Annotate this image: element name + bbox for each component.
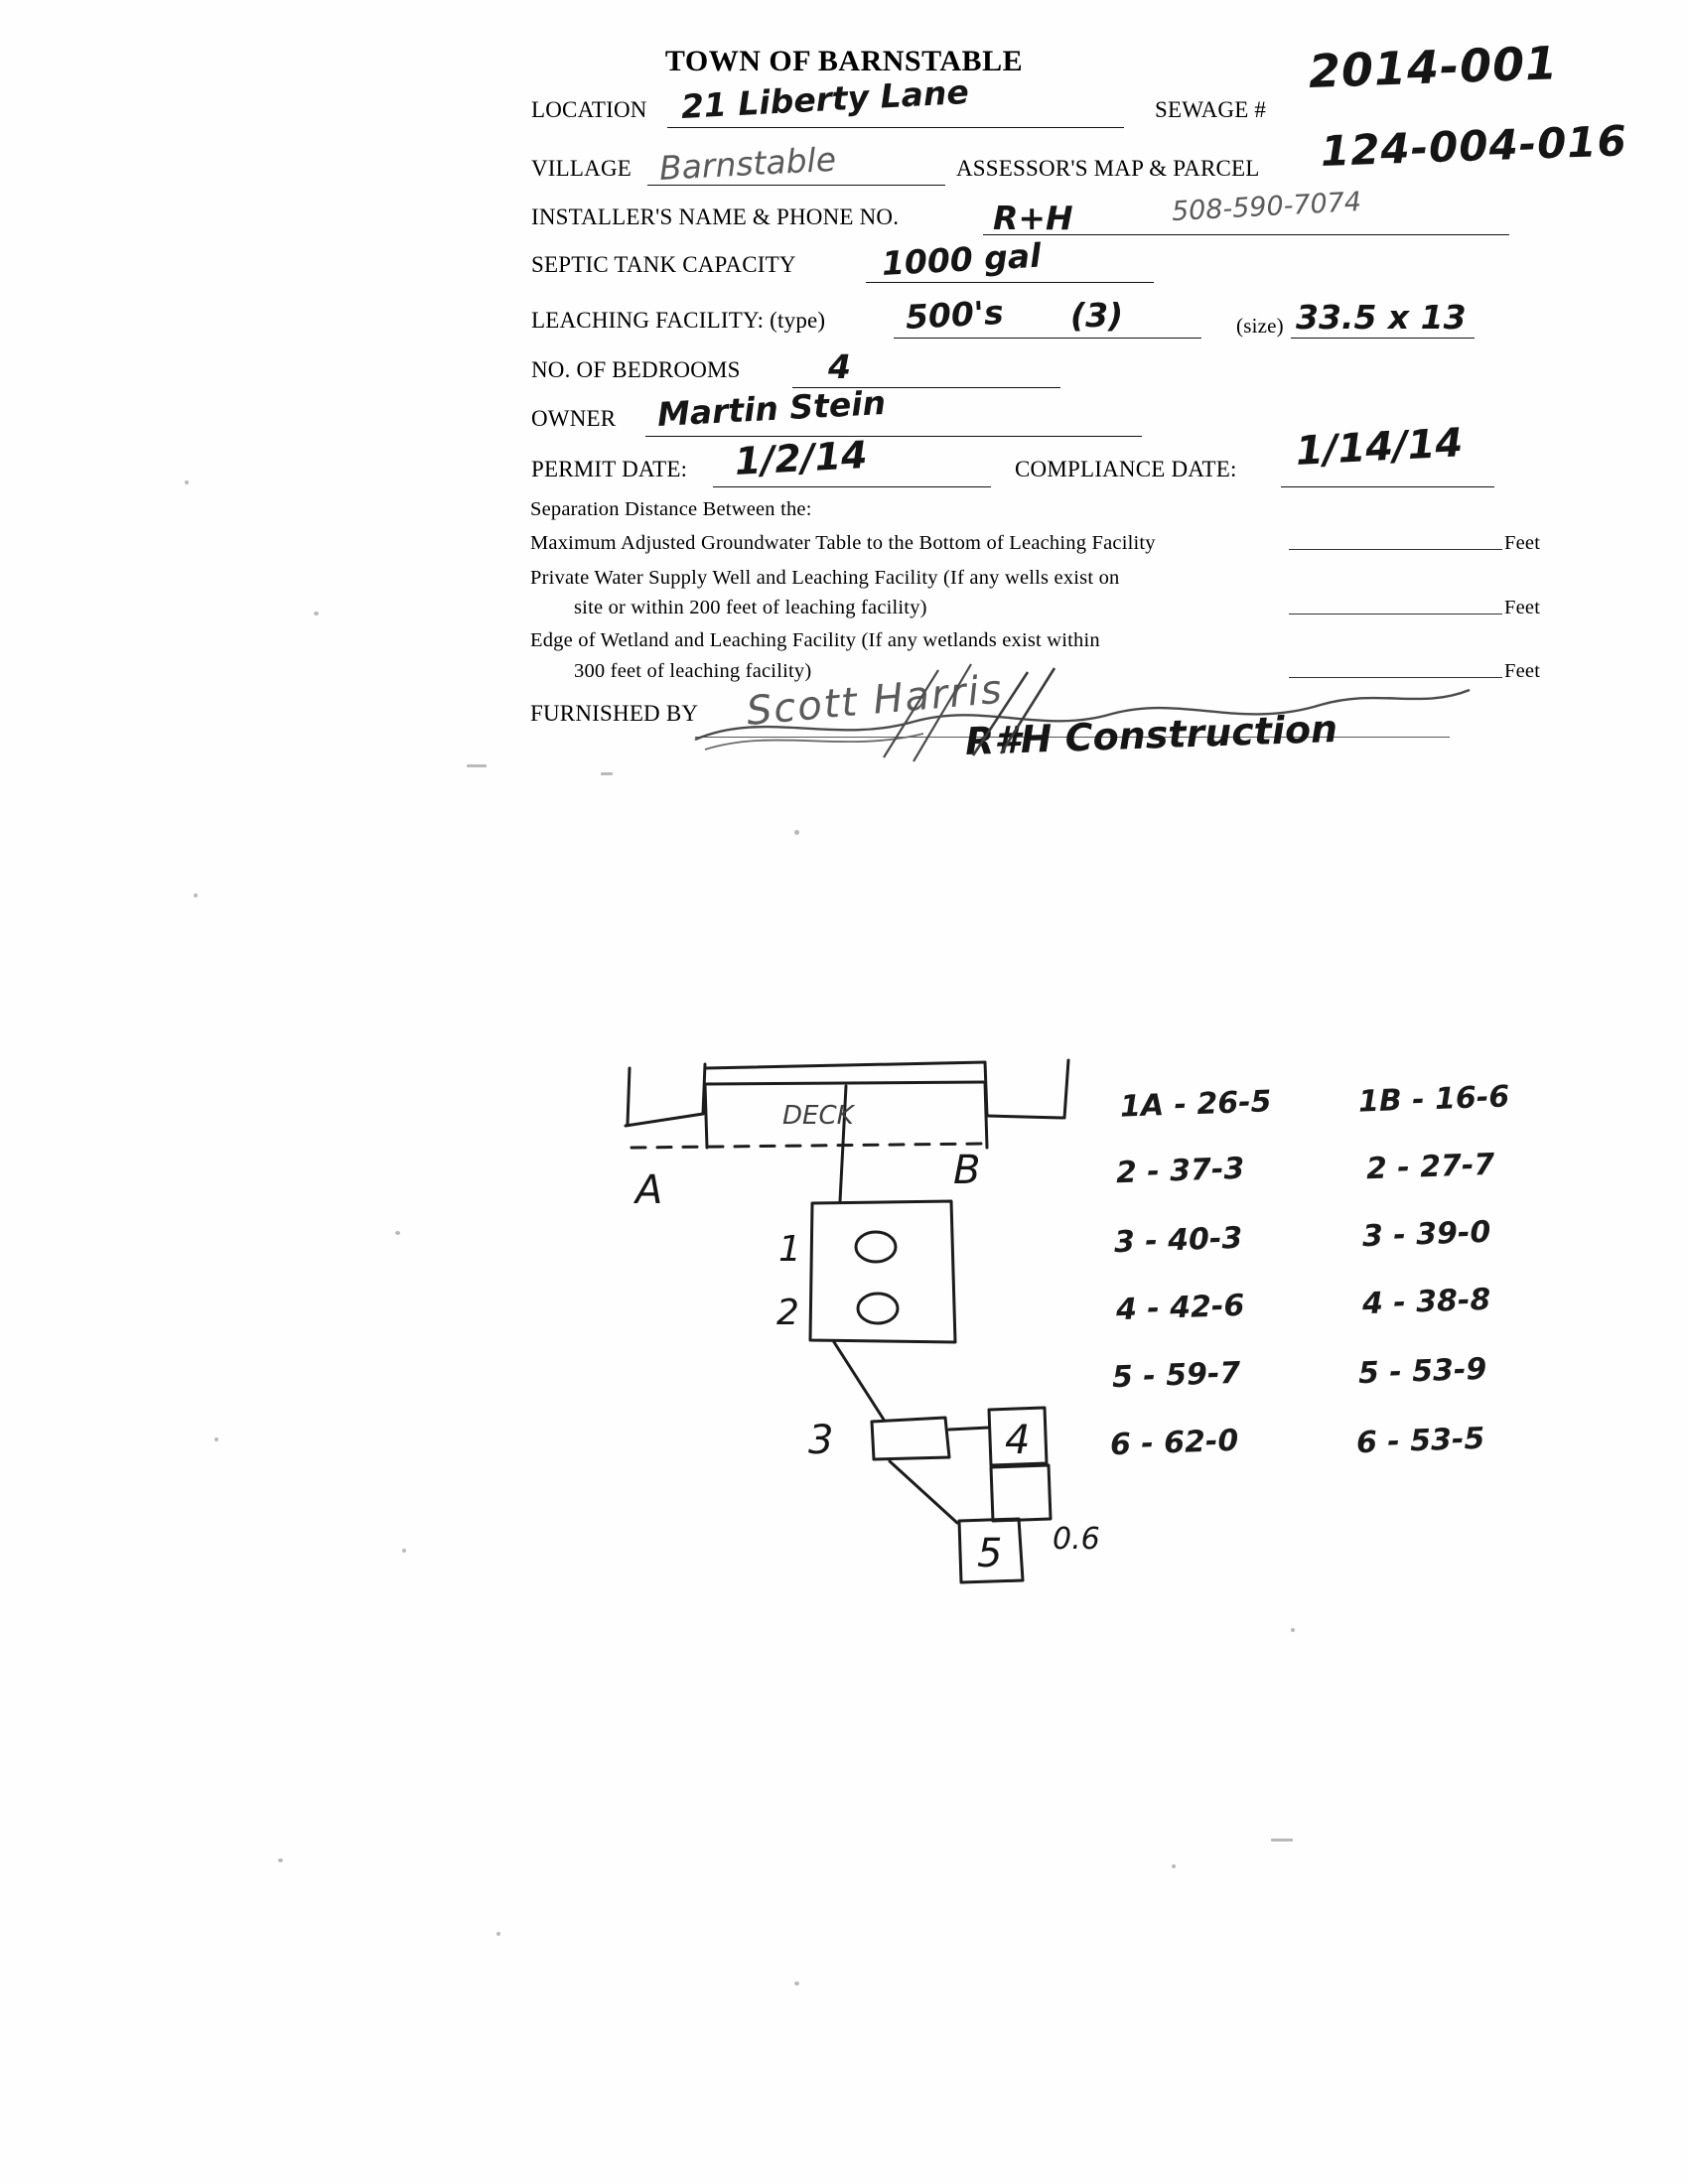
label-furnished-by: FURNISHED BY <box>530 701 699 726</box>
sketch-offset-note: 0.6 <box>1053 1522 1100 1557</box>
sketch-label-deck: DECK <box>782 1101 854 1131</box>
label-village: VILLAGE <box>531 156 633 181</box>
measure-right-2: 2 - 27-7 <box>1365 1147 1495 1187</box>
scan-speck <box>214 1437 218 1441</box>
separation-row-wetland-text2: 300 feet of leaching facility) <box>574 660 812 682</box>
scan-speck <box>601 772 613 775</box>
measure-left-4: 4 - 42-6 <box>1115 1288 1245 1328</box>
measure-right-3: 3 - 39-0 <box>1361 1214 1491 1255</box>
sketch-label-b: B <box>953 1148 981 1193</box>
sketch-label-a: A <box>635 1167 663 1213</box>
measure-left-3: 3 - 40-3 <box>1113 1220 1243 1261</box>
scan-speck <box>402 1549 406 1553</box>
separation-row-well-text: Private Water Supply Well and Leaching Facility (If any wells exist on <box>530 567 1120 589</box>
value-leaching-type: 500's <box>904 292 1005 337</box>
label-compliance-date: COMPLIANCE DATE: <box>1015 457 1237 481</box>
label-owner: OWNER <box>531 406 617 431</box>
signature-furnished-by: Scott Harris <box>744 666 1006 735</box>
label-bedrooms: NO. OF BEDROOMS <box>531 357 741 382</box>
measure-right-1: 1B - 16-6 <box>1357 1079 1510 1120</box>
value-installer-phone: 508-590-7074 <box>1171 187 1362 227</box>
value-permit-date: 1/2/14 <box>733 433 869 483</box>
scan-speck <box>395 1231 400 1235</box>
measure-right-6: 6 - 53-5 <box>1355 1421 1485 1461</box>
label-assessors-map-parcel: ASSESSOR'S MAP & PARCEL <box>956 156 1260 181</box>
rule-location <box>667 127 1124 128</box>
separation-heading: Separation Distance Between the: <box>530 498 812 520</box>
sketch-dbox-3: 3 <box>808 1418 834 1463</box>
measure-right-5: 5 - 53-9 <box>1357 1351 1487 1392</box>
value-leaching-count: (3) <box>1070 296 1124 335</box>
value-sewage-number: 2014-001 <box>1308 36 1559 98</box>
label-sewage-number: SEWAGE # <box>1155 97 1267 122</box>
sketch-port-2: 2 <box>776 1293 799 1333</box>
measure-left-6: 6 - 62-0 <box>1109 1423 1239 1463</box>
value-village: Barnstable <box>657 139 837 188</box>
scan-speck <box>794 830 799 835</box>
label-leaching-size: (size) <box>1236 314 1284 338</box>
value-location: 21 Liberty Lane <box>679 71 970 126</box>
rule-separation-groundwater <box>1289 549 1502 550</box>
scan-speck <box>314 612 319 615</box>
scan-speck <box>1172 1864 1176 1868</box>
rule-permit-date <box>713 486 991 487</box>
rule-compliance-date <box>1281 486 1494 487</box>
measure-left-5: 5 - 59-7 <box>1111 1355 1241 1396</box>
separation-row-wetland-text: Edge of Wetland and Leaching Facility (If any wetlands exist within <box>530 629 1100 651</box>
sketch-pit-5: 5 <box>977 1531 1003 1576</box>
label-installer: INSTALLER'S NAME & PHONE NO. <box>531 205 900 229</box>
scan-speck <box>467 764 487 767</box>
unit-wetland: Feet <box>1504 660 1541 682</box>
measure-left-2: 2 - 37-3 <box>1115 1151 1245 1191</box>
label-permit-date: PERMIT DATE: <box>531 457 688 481</box>
company-furnished-by: R#H Construction <box>964 706 1338 763</box>
value-leaching-size: 33.5 x 13 <box>1296 298 1467 337</box>
sketch-pit-4: 4 <box>1005 1418 1031 1463</box>
rule-leaching-type <box>894 338 1201 339</box>
scan-speck <box>194 893 198 897</box>
value-septic-tank-capacity: 1000 gal <box>880 235 1043 283</box>
sketch-port-1: 1 <box>778 1229 801 1270</box>
signature-scribble <box>685 650 1479 779</box>
scan-speck <box>1291 1628 1295 1632</box>
unit-groundwater: Feet <box>1504 532 1541 554</box>
site-sketch <box>556 1052 1668 1787</box>
scan-speck <box>496 1932 500 1936</box>
value-assessors-map-parcel: 124-004-016 <box>1320 116 1628 176</box>
label-septic-tank-capacity: SEPTIC TANK CAPACITY <box>531 252 796 277</box>
value-bedrooms: 4 <box>828 347 851 386</box>
scan-speck <box>794 1981 799 1985</box>
label-leaching-facility-type: LEACHING FACILITY: (type) <box>531 308 826 333</box>
scan-speck <box>278 1858 283 1862</box>
measure-left-1: 1A - 26-5 <box>1119 1084 1273 1125</box>
site-sketch-svg <box>556 1052 1668 1787</box>
value-installer-name: R+H <box>993 199 1073 237</box>
unit-well: Feet <box>1504 597 1541 618</box>
measure-right-4: 4 - 38-8 <box>1361 1282 1491 1322</box>
scan-speck <box>185 480 189 484</box>
rule-septic-tank-capacity <box>866 282 1154 283</box>
rule-leaching-size <box>1291 338 1475 339</box>
value-compliance-date: 1/14/14 <box>1294 420 1465 475</box>
value-owner: Martin Stein <box>655 382 887 434</box>
separation-row-well-text2: site or within 200 feet of leaching facility) <box>574 597 927 618</box>
rule-owner <box>645 436 1142 437</box>
separation-row-groundwater-text: Maximum Adjusted Groundwater Table to the Bottom of Leaching Facility <box>530 532 1156 554</box>
scan-speck <box>1271 1839 1293 1842</box>
label-location: LOCATION <box>531 97 647 122</box>
page-title: TOWN OF BARNSTABLE <box>664 45 1024 77</box>
